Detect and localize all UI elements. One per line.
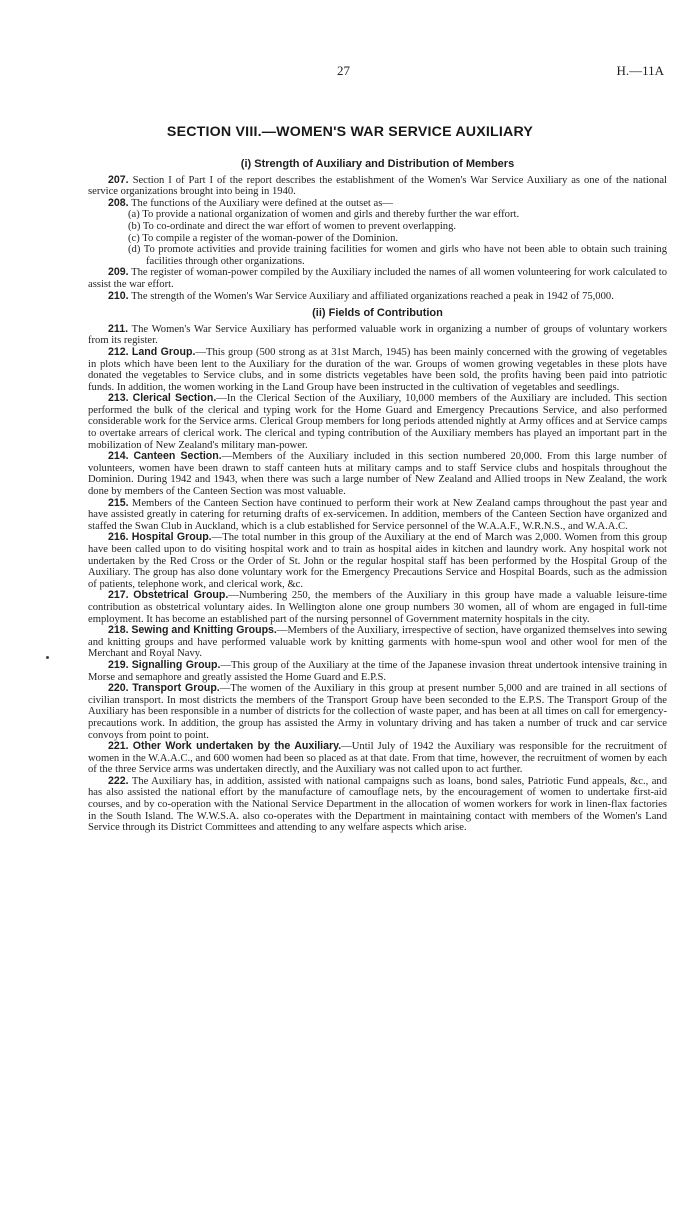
paragraph-216 — [88, 532, 667, 590]
margin-mark — [46, 656, 49, 659]
list-item — [88, 209, 667, 221]
paragraph-209 — [88, 267, 667, 290]
item-text: To co-ordinate and direct the war effort of women to prevent overlapping. — [140, 220, 457, 232]
item-letter: (a) — [128, 209, 140, 221]
paragraph-number: 209. — [108, 266, 129, 279]
paragraph-text: —Members of the Auxiliary, irrespective of section, have organized themselves into sewing and knitting groups and have performed valuable work by knitting garments with home-spun wool and other wool for men of the Merchant and Royal Navy. — [88, 625, 667, 660]
paragraph-number: 218. — [108, 624, 129, 637]
paragraph-text: The strength of the Women's War Service Auxiliary and affiliated organizations reached a peak in 1942 of 75,000. — [128, 290, 614, 302]
paragraph-heading: Sewing and Knitting Groups. — [131, 624, 277, 637]
paragraph-number: 212. — [108, 345, 129, 358]
paragraph-heading: Land Group. — [131, 345, 196, 358]
paragraph-number: 211. — [108, 322, 129, 335]
paragraph-218 — [88, 625, 667, 660]
paragraph-text: The Women's War Service Auxiliary has performed valuable work in organizing a number of groups of voluntary workers from its register. — [88, 323, 667, 347]
item-letter: (c) — [128, 232, 140, 244]
paragraph-208 — [88, 198, 667, 210]
paragraph-text: Section I of Part I of the report describes the establishment of the Women's War Service Auxiliary as one of the national service organizations brought into being in 1940. — [88, 174, 667, 198]
paragraph-number: 220. — [108, 682, 129, 695]
paragraph-heading: Signalling Group. — [131, 658, 221, 671]
paragraph-text: The Auxiliary has, in addition, assisted with national campaigns such as loans, bond sales, Patriotic Fund appeals, &c., and has also assisted the national effort by the manufacture of camouflage nets, by the encouragement of women to undertake first-aid courses, and by co-operation with the National Service Department in the allocation of women workers for work in linen-flax factories in the South Island. The W.W.S.A. also co-operates with the Department in maintaining contact with members of the Women's Land Service through its District Committees and attending to any welfare aspects which arise. — [88, 775, 667, 834]
paragraph-heading: Other Work undertaken by the Auxiliary. — [132, 740, 342, 753]
paragraph-text: —In the Clerical Section of the Auxiliary, 10,000 members of the Auxiliary are included. This section performed the bulk of the clerical and typing work for the Home Guard and Emergency Precautions Service, and also performed considerable work for the Service arms. Clerical Group members for long periods attended nightly at Army offices and at Service camps to overtake arrears of clerical work. The clerical and typing contribution of the Auxiliary members has played an important part in the mobilization of New Zealand's military man-power. — [88, 393, 668, 451]
paragraph-219 — [88, 660, 667, 683]
paragraph-number: 207. — [108, 173, 129, 186]
document-body — [88, 159, 667, 834]
paragraph-heading: Hospital Group. — [131, 531, 212, 544]
paragraph-number: 213. — [108, 392, 129, 405]
page-header — [0, 63, 700, 81]
paragraph-text: Members of the Canteen Section have continued to perform their work at New Zealand camps throughout the past year and have assisted greatly in catering for returning drafts of ex-servicemen. In addition, members of the Canteen Section have organized and staffed the Swan Club in Auckland, which is a club established for Service personnel of the W.A.A.F., W.R.N.S., and W.A.A.C. — [88, 497, 667, 532]
item-letter: (d) — [128, 244, 141, 256]
item-text: To compile a register of the woman-power of the Dominion. — [139, 232, 399, 244]
paragraph-number: 219. — [108, 658, 129, 671]
item-text: To promote activities and provide training facilities for women and girls who have not been able to obtain such training facilities through other organizations. — [140, 244, 667, 267]
paragraph-number: 222. — [108, 774, 129, 787]
list-item — [88, 244, 667, 267]
paragraph-number: 214. — [108, 450, 129, 463]
document-reference: H.—11A — [616, 63, 664, 78]
paragraph-217 — [88, 590, 667, 625]
paragraph-number: 208. — [108, 196, 129, 209]
paragraph-heading: Canteen Section. — [133, 450, 222, 463]
paragraph-number: 210. — [108, 289, 129, 302]
paragraph-text: —This group of the Auxiliary at the time of the Japanese invasion threat undertook intensive training in Morse and semaphore and greatly assisted the Home Guard and E.P.S. — [88, 659, 667, 683]
item-letter: (b) — [128, 220, 141, 232]
paragraph-221 — [88, 741, 667, 776]
paragraph-text: —This group (500 strong as at 31st March, 1945) has been mainly concerned with the growing of vegetables in plots which have been lent to the Auxiliary for the duration of the war. Groups of women growing vegetables in these plots have donated the vegetables to Service clubs, and in some districts vegetables have been sold, the profits having been paid into patriotic funds. In addition, the women working in the Land Group have been instructed in the cultivation of vegetables and seedlings. — [88, 346, 668, 393]
paragraph-text: —Numbering 250, the members of the Auxiliary in this group have made a valuable leisure-time contribution as obstetrical voluntary aides. In Wellington alone one group numbers 30 women, all of whom are engaged in full-time employment. It has become an established part of the nursing personnel of Government maternity hospitals in the city. — [88, 590, 667, 625]
paragraph-215 — [88, 498, 667, 533]
paragraph-207 — [88, 175, 667, 198]
paragraph-number: 217. — [108, 589, 129, 602]
paragraph-text: —The total number in this group of the Auxiliary at the end of March was 2,000. Women from this group have been called upon to do visiting hospital work and to train as hospital aides in kitchen and laundry work. Any hospital work not undertaken by the Red Cross or the Order of St. John or the regular hospital staff has been performed by the Hospital Group of the Auxiliary. The group has also done voluntary work for the Emergency Precautions Service and Hospital Boards, such as the admission of patients, telephone work, and clerical work, &c. — [88, 532, 668, 590]
paragraph-212 — [88, 347, 667, 393]
list-item — [88, 221, 667, 233]
page-number: 27 — [337, 63, 350, 78]
subheading-fields: (ii) Fields of Contribution — [312, 307, 443, 320]
paragraph-number: 221. — [108, 740, 129, 753]
paragraph-222 — [88, 776, 667, 834]
item-text: To provide a national organization of women and girls and thereby further the war effort. — [139, 209, 520, 221]
subheading-strength: (i) Strength of Auxiliary and Distribution of Members — [240, 158, 515, 170]
paragraph-heading: Transport Group. — [132, 682, 220, 695]
list-item — [88, 233, 667, 245]
function-list — [88, 209, 667, 267]
paragraph-number: 215. — [108, 496, 129, 509]
paragraph-heading: Obstetrical Group. — [133, 589, 229, 602]
paragraph-210 — [88, 291, 667, 303]
paragraph-text: —Until July of 1942 the Auxiliary was responsible for the recruitment of women in the W.A.A.C., and 600 women had been so placed as at that date. From that time, however, the recruitment of women by each of the three Service arms was undertaken directly, and the Auxiliary was not called upon to act further. — [88, 741, 667, 776]
paragraph-text: —Members of the Auxiliary included in this section numbered 20,000. From this large number of volunteers, women have been drawn to staff canteen huts at military camps and to staff Service clubs and hospitals throughout the Dominion. During 1942 and 1943, when there was such a large number of New Zealand and Allied troops in New Zealand, the work done by members of the Canteen Section was most valuable. — [88, 451, 667, 498]
paragraph-214 — [88, 451, 667, 497]
paragraph-text: —The women of the Auxiliary in this group at present number 5,000 and are trained in all sections of civilian transport. In most districts the members of the Transport Group have been seconded to the E.P.S. The Transport Group of the Auxiliary has been responsible in a number of districts for the collection of waste paper, and has been at all times on call for emergency-precautions work. In addition, the group has assisted the Army in voluntary driving and has taken a number of truck and car service convoys from point to point. — [88, 683, 667, 741]
section-title: SECTION VIII.—WOMEN'S WAR SERVICE AUXILIARY — [166, 124, 534, 140]
paragraph-heading: Clerical Section. — [132, 392, 217, 405]
paragraph-220 — [88, 683, 667, 741]
paragraph-text: The functions of the Auxiliary were defined at the outset as— — [128, 197, 393, 209]
paragraph-213 — [88, 393, 667, 451]
paragraph-text: The register of woman-power compiled by the Auxiliary included the names of all women volunteering for work calculated to assist the war effort. — [88, 267, 667, 290]
paragraph-211 — [88, 324, 667, 347]
paragraph-number: 216. — [108, 531, 129, 544]
